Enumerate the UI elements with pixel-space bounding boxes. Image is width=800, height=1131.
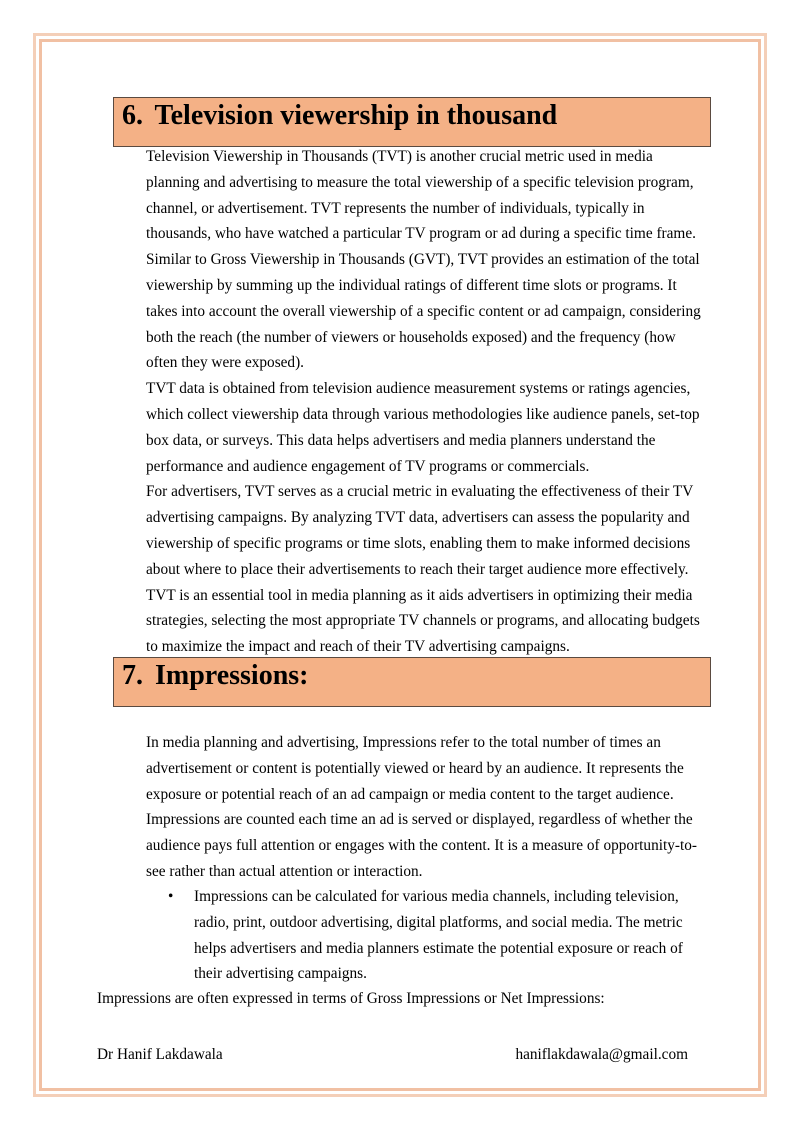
section-6-body xyxy=(146,144,706,660)
footer-email[interactable]: haniflakdawala@gmail.com xyxy=(515,1046,688,1063)
section-heading-6 xyxy=(113,97,711,147)
footer-author: Dr Hanif Lakdawala xyxy=(97,1046,223,1063)
section-title: Television viewership in thousand xyxy=(154,100,558,131)
section-heading-7 xyxy=(113,657,711,707)
bullet-text: Impressions can be calculated for various media channels, including television, radio, print, outdoor advertising, digital platforms, and social media. The metric helps advertisers and media planners estimate the potential exposure or reach of their advertising campaigns. xyxy=(194,888,683,983)
section-7-body xyxy=(146,730,706,885)
paragraph: In media planning and advertising, Impressions refer to the total number of times an advertisement or content is potentially viewed or heard by an audience. It represents the exposure or potential reach of an ad campaign or media content to the target audience. xyxy=(146,734,684,803)
bullet-list-item xyxy=(168,884,708,987)
section-number: 6. xyxy=(122,100,143,131)
paragraph: Similar to Gross Viewership in Thousands (GVT), TVT provides an estimation of the total viewership by summing up the individual ratings of different time slots or programs. It takes into account the overall viewership of a specific content or ad campaign, considering both the reach (the number of viewers or households exposed) and the frequency (how often they were exposed). xyxy=(146,251,701,372)
paragraph: For advertisers, TVT serves as a crucial metric in evaluating the effectiveness of their TV advertising campaigns. By analyzing TVT data, advertisers can assess the popularity and viewership of specific programs or time slots, enabling them to make informed decisions about where to place their advertisements to reach their target audience more effectively. xyxy=(146,483,693,578)
paragraph: TVT data is obtained from television audience measurement systems or ratings agencies, which collect viewership data through various methodologies like audience panels, set-top box data, or surveys. This data helps advertisers and media planners understand the performance and audience engagement of TV programs or commercials. xyxy=(146,380,700,475)
closing-sentence: Impressions are often expressed in terms of Gross Impressions or Net Impressions: xyxy=(97,990,605,1007)
paragraph: Television Viewership in Thousands (TVT) is another crucial metric used in media planning and advertising to measure the total viewership of a specific television program, channel, or advertisement. TVT represents the number of individuals, typically in thousands, who have watched a particular TV program or ad during a specific time frame. xyxy=(146,148,696,243)
bullet-icon: • xyxy=(168,888,174,905)
section-number: 7. xyxy=(122,660,143,691)
paragraph: TVT is an essential tool in media planning as it aids advertisers in optimizing their media strategies, selecting the most appropriate TV channels or programs, and allocating budgets to maximize the impact and reach of their TV advertising campaigns. xyxy=(146,586,700,656)
paragraph: Impressions are counted each time an ad is served or displayed, regardless of whether the audience pays full attention or engages with the content. It is a measure of opportunity-to-see rather than actual attention or interaction. xyxy=(146,811,697,880)
section-title: Impressions: xyxy=(155,660,309,691)
